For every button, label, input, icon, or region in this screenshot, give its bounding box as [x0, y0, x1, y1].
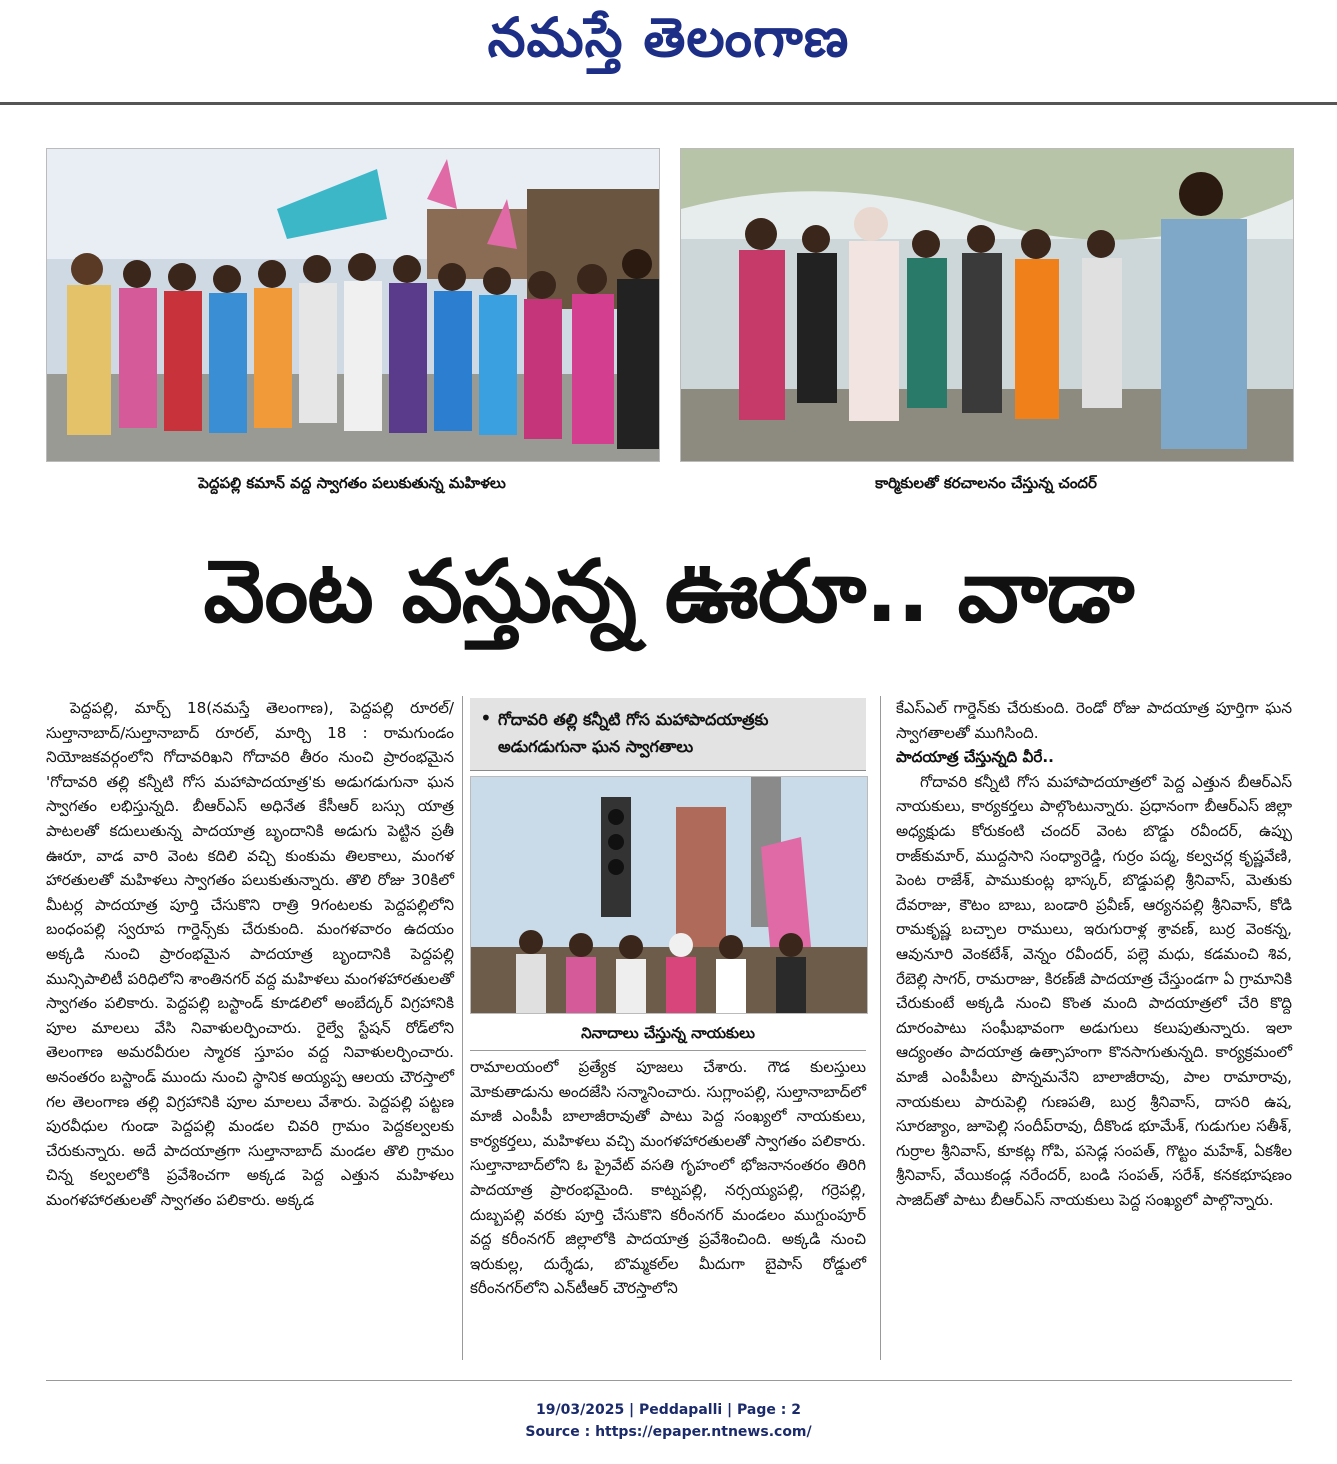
footer-source[interactable]: Source : https://epaper.ntnews.com/: [525, 1424, 812, 1440]
newspaper-logo: నమస్తే తెలంగాణ: [487, 6, 850, 69]
caption-right: కార్మికులతో కరచాలనం చేస్తున్న చందర్: [875, 474, 1097, 492]
highlight-box: [470, 698, 866, 771]
center-photo-rule: [470, 1050, 866, 1051]
article-column-1: [46, 696, 454, 1212]
photo-right: [680, 148, 1294, 462]
headline: వెంట వస్తున్న ఊరూ.. వాడా: [203, 542, 1134, 642]
article-column-3: [896, 696, 1292, 1212]
photo-handshake: [681, 149, 1293, 461]
article-column-2-text: రామాలయంలో ప్రత్యేక పూజలు చేశారు. గౌడ కులస్తులు మోకుతాడును అందజేసి సన్మానించారు. సుగ్లాంపల్లి, సుల్తానాబాద్‌లో మాజీ ఎంపీపీ బాలాజీరావుతో పాటు పెద్ద సంఖ్యలో నాయకులు, కార్యకర్తలు, మహిళలు వచ్చి మంగళహారతులతో స్వాగతం పలికారు. సుల్తానాబాద్‌లోని ఓ ప్రైవేట్ వసతి గృహంలో భోజనానంతరం తిరిగి పాదయాత్ర ప్రారంభమైంది. కాట్నపల్లి, నర్సయ్యపల్లి, గర్రెపల్లి, దుబ్బపల్లి వరకు పూర్తి చేసుకొని కరీంనగర్ మండలం ముగ్దుంపూర్ వద్ద కరీంనగర్ జిల్లాలోకి పాదయాత్ర ప్రవేశించింది. అక్కడి నుంచి ఇరుకుల్ల, దుర్శేడు, బొమ్మకల్‌ల మీదుగా బైపాస్ రోడ్డులో కరీంనగర్‌లోని ఎన్‌టీఆర్ చౌరస్తాలోని: [470, 1058, 866, 1298]
bottom-rule: [46, 1380, 1292, 1381]
article-column-2: [470, 1055, 866, 1301]
photo-center: [470, 776, 868, 1014]
column-divider-1: [462, 696, 463, 1360]
article-column-1-text: పెద్దపల్లి, మార్చ్ 18(నమస్తే తెలంగాణ), పెద్దపల్లి రూరల్/సుల్తానాబాద్/సుల్తానాబాద్ రూరల్, మార్చి 18 : రామగుండం నియోజకవర్గంలోని గోదావరిఖని గోదావరి తీరం నుంచి ప్రారంభమైన 'గోదావరి తల్లి కన్నీటి గోస మహాపాదయాత్ర'కు అడుగడుగునా ఘన స్వాగతం లభిస్తున్నది. బీఆర్ఎస్ అధినేత కేసీఆర్ బస్సు యాత్ర పాటలతో కదులుతున్న పాదయాత్ర బృందానికి అడుగు పెట్టిన ప్రతీ ఊరూ, వాడ వారి వెంట కదిలి వచ్చి కుంకుమ తిలకాలు, మంగళ హారతులతో మహిళలు స్వాగతం పలుకుతున్నారు. తొలి రోజు 30కిలో మీటర్ల పాదయాత్ర పూర్తి చేసుకొని రాత్రి 9గంటలకు పెద్దపల్లిలోని బంధంపల్లి స్వరూప గార్డెన్స్‌కు చేరుకుంది. మంగళవారం ఉదయం అక్కడి నుంచి ప్రారంభమైన పాదయాత్ర బృందానికి పెద్దపల్లి మున్సిపాలిటీ పరిధిలోని శాంతినగర్ వద్ద మహిళలు మంగళహారతులతో స్వాగతం పలికారు. పెద్దపల్లి బస్టాండ్ కూడలిలో అంబేద్కర్ విగ్రహానికి పూల మాలలు వేసి నివాళులర్పించారు. రైల్వే స్టేషన్ రోడ్‌లోని తెలంగాణ అమరవీరుల స్మారక స్తూపం వద్ద నివాళులర్పించారు. అనంతరం బస్టాండ్ ముందు నుంచి స్థానిక అయ్యప్ప ఆలయ చౌరస్తాలో గల తెలంగాణ తల్లి విగ్రహానికి పూల మాలలు వేశారు. పెద్దపల్లి పట్టణ పురవీధుల గుండా పెద్దపల్లి మండల చివరి గ్రామం పెద్దకల్వలకు చేరుకున్నారు. అదే పాదయాత్రగా సుల్తానాబాద్ మండల తొలి గ్రామం చిన్న కల్వలలోకి ప్రవేశించగా అక్కడ పెద్ద ఎత్తున మహిళలు మంగళహారతులతో స్వాగతం పలికారు. అక్కడ: [46, 699, 454, 1209]
photo-left: [46, 148, 660, 462]
footer-date-page: 19/03/2025 | Peddapalli | Page : 2: [536, 1402, 801, 1418]
masthead-rule: [0, 102, 1337, 105]
caption-center: నినాదాలు చేస్తున్న నాయకులు: [581, 1024, 755, 1042]
caption-left: పెద్దపల్లి కమాన్ వద్ద స్వాగతం పలుకుతున్న మహిళలు: [198, 474, 506, 492]
photo-crowd-welcome: [47, 149, 659, 461]
column-3-subheading: పాదయాత్ర చేస్తున్నది వీరే..: [896, 748, 1054, 767]
column-divider-2: [880, 696, 881, 1360]
article-column-3-text-a: కేఎస్ఎల్ గార్డెన్‌కు చేరుకుంది. రెండో రోజు పాదయాత్ర పూర్తిగా ఘన స్వాగతాలతో ముగిసింది.: [896, 699, 1292, 742]
photo-leaders-slogans: [471, 777, 867, 1013]
highlight-text: గోదావరి తల్లి కన్నీటి గోస మహాపాదయాత్రకు అడుగడుగునా ఘన స్వాగతాలు: [498, 710, 769, 756]
article-column-3-text-b: గోదావరి కన్నీటి గోస మహాపాదయాత్రలో పెద్ద ఎత్తున బీఆర్ఎస్ నాయకులు, కార్యకర్తలు పాల్గొంటున్నారు. ప్రధానంగా బీఆర్ఎస్ జిల్లా అధ్యక్షుడు కోరుకంటి చందర్ వెంట బొడ్డు రవీందర్, ఉప్పు రాజ్‌కుమార్, ముద్దసాని సంధ్యారెడ్డి, గుర్రం పద్మ, కల్వచర్ల కృష్ణవేణి, పెంట రాజేశ్, పాముకుంట్ల భాస్కర్, బొడ్డుపల్లి శ్రీనివాస్, మెతుకు దేవరాజు, కౌటం బాబు, బండారి ప్రవీణ్, ఆర్యనపల్లి శ్రీనివాస్, కోడి రామకృష్ణ బచ్చాల రాములు, ఇరుగురాళ్ల శ్రావణ్, బుర్ర వెంకన్న, ఆవునూరి వెంకటేశ్, వెన్నం రవీందర్, పల్లె మధు, కడమంచి శివ, రేబెల్లి సాగర్, రామరాజు, కిరణ్‌జీ పాదయాత్ర చేస్తుండగా ఏ గ్రామానికి చేరుకుంటే అక్కడి నుంచి కొంత మంది పాదయాత్రలో చేరి కొద్ది దూరంపాటు సంఘీభావంగా అడుగులు కలుపుతున్నారు. ఇలా ఆద్యంతం పాదయాత్ర ఉత్సాహంగా కొనసాగుతున్నది. కార్యక్రమంలో మాజీ ఎంపీపీలు పొన్నమనేని బాలాజీరావు, పాల రామారావు, నాయకులు పారుపెల్లి గుణపతి, బుర్ర శ్రీనివాస్, దాసరి ఉష, సూరజ్యాం, జూపెల్లి సందీప్‌రావు, దీకొండ భూమేశ్, గుడుగుల సతీశ్, గుర్రాల శ్రీనివాస్, కూకట్ల గోపి, పసెడ్ల సంపత్, గొట్టం మహేశ్, ఏకశీల శ్రీనివాస్, వేయికండ్ల నరేందర్, బండి సంపత్, సరేశ్, కనకభూషణం సాజిద్‌తో పాటు బీఆర్ఎస్ నాయకులు పెద్ద సంఖ్యలో పాల్గొన్నారు.: [896, 772, 1292, 1209]
masthead: [0, 0, 1337, 104]
bullet-icon: •: [480, 706, 492, 730]
